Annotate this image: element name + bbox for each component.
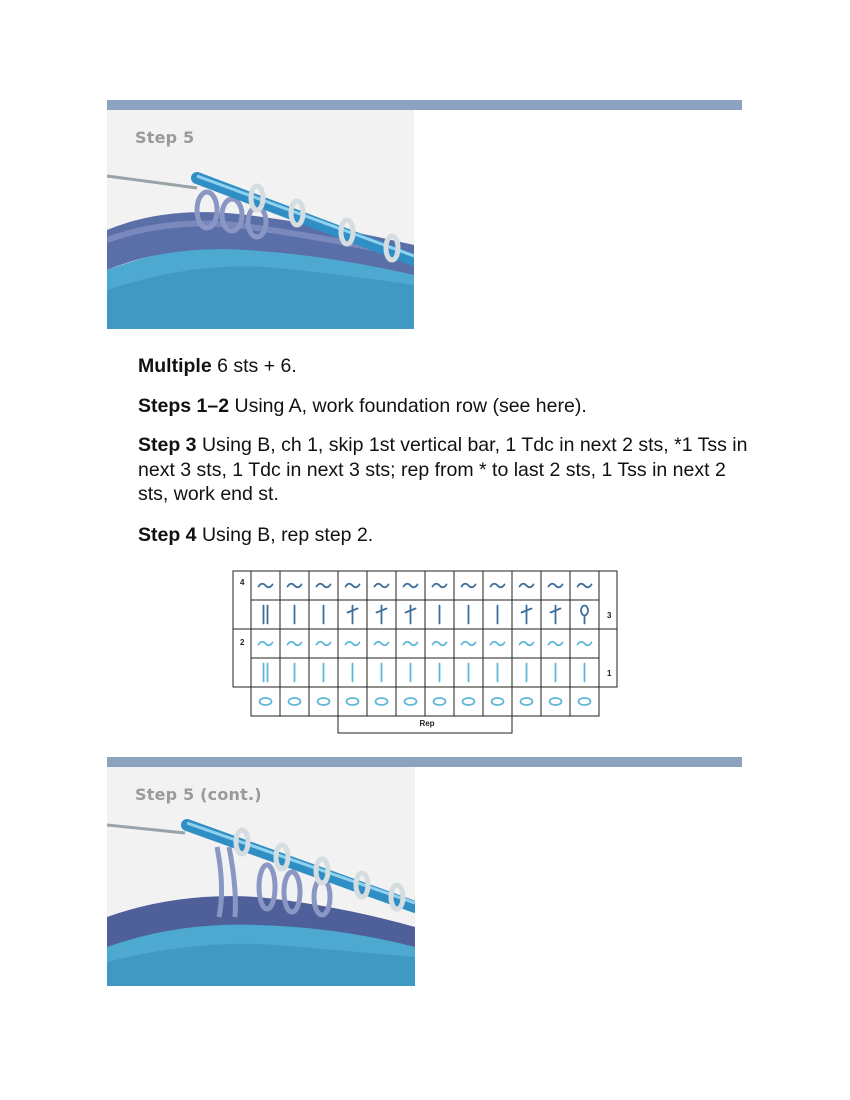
chart-cell [251, 600, 280, 629]
stitch-symbol-wave [288, 642, 302, 646]
chart-cell [309, 687, 338, 716]
chart-grid [233, 571, 617, 733]
section-divider-bar [107, 100, 742, 110]
stitch-symbol-wave [317, 584, 331, 588]
stitch-symbol-ch [347, 698, 359, 705]
stitch-symbol-ch [376, 698, 388, 705]
instruction-text: Using A, work foundation row (see here). [229, 395, 587, 417]
stitch-symbol-wave [549, 584, 563, 588]
stitch-symbol-tks [406, 606, 416, 624]
stitch-symbol-tdc [264, 606, 268, 624]
section-divider-bar [107, 757, 742, 767]
stitch-symbol-wave [462, 584, 476, 588]
stitch-symbol-ch [463, 698, 475, 705]
chart-cell [251, 658, 280, 687]
stitch-symbol-ch [434, 698, 446, 705]
instruction-step-4 [138, 523, 748, 548]
instruction-label: Step 4 [138, 524, 197, 546]
instruction-step-3 [138, 433, 748, 507]
photo-label: Step 5 (cont.) [135, 785, 262, 804]
row-label-4: 4 [240, 578, 245, 587]
stitch-symbol-wave [578, 642, 592, 646]
stitch-symbol-tks [348, 606, 358, 624]
instruction-label: Step 3 [138, 434, 197, 456]
stitch-symbol-wave [578, 584, 592, 588]
row-label-box [599, 629, 617, 687]
chart-cell [367, 687, 396, 716]
stitch-symbol-tdc [264, 664, 268, 682]
stitch-symbol-tks [551, 606, 561, 624]
chart-cell [454, 687, 483, 716]
stitch-symbol-ch [318, 698, 330, 705]
chart-cell [541, 687, 570, 716]
stitch-symbol-tks [522, 606, 532, 624]
stitch-symbol-wave [491, 584, 505, 588]
stitch-symbol-ch [579, 698, 591, 705]
row-label-1: 1 [607, 669, 612, 678]
stitch-symbol-wave [433, 584, 447, 588]
stitch-symbol-tks [377, 606, 387, 624]
stitch-symbol-wave [491, 642, 505, 646]
chart-cell [570, 687, 599, 716]
chart-cell [251, 687, 280, 716]
chart-cell [570, 600, 599, 629]
instruction-label: Multiple [138, 355, 212, 377]
stitch-symbol-wave [346, 642, 360, 646]
instruction-text: Using B, rep step 2. [196, 524, 374, 546]
row-label-3: 3 [607, 611, 612, 620]
chart-cell [280, 687, 309, 716]
step-5-cont-photo [107, 767, 415, 986]
stitch-symbol-wave [462, 642, 476, 646]
chart-cell [396, 687, 425, 716]
instruction-text: 6 sts + 6. [211, 355, 297, 377]
instruction-text: Using B, ch 1, skip 1st vertical bar, 1 Tdc in next 2 sts, *1 Tss in next 3 sts, 1 Tdc in next 3 sts; rep from * to last 2 sts, 1 Tss in next 2 sts, work end st. [138, 434, 748, 505]
row-label-box [599, 571, 617, 629]
stitch-symbol-wave [288, 584, 302, 588]
row-label-2: 2 [240, 638, 245, 647]
stitch-symbol-wave [404, 642, 418, 646]
stitch-symbol-wave [520, 584, 534, 588]
chart-cell [483, 687, 512, 716]
stitch-symbol-wave [375, 642, 389, 646]
stitch-symbol-wave [549, 642, 563, 646]
chart-cell [338, 687, 367, 716]
stitch-symbol-ch [260, 698, 272, 705]
stitch-symbol-tks-loop [581, 606, 588, 624]
stitch-symbol-ch [550, 698, 562, 705]
instruction-label: Steps 1–2 [138, 395, 230, 417]
stitch-symbol-wave [317, 642, 331, 646]
instruction-steps-1-2 [138, 394, 748, 419]
stitch-symbol-ch [521, 698, 533, 705]
stitch-symbol-wave [520, 642, 534, 646]
chart-cell [425, 687, 454, 716]
stitch-symbol-ch [405, 698, 417, 705]
stitch-symbol-wave [346, 584, 360, 588]
stitch-symbol-ch [289, 698, 301, 705]
instruction-multiple [138, 354, 748, 379]
stitch-symbol-ch [492, 698, 504, 705]
stitch-chart [232, 570, 622, 736]
photo-label: Step 5 [135, 128, 195, 147]
rep-label: Rep [419, 719, 435, 728]
stitch-symbol-wave [375, 584, 389, 588]
stitch-symbol-wave [404, 584, 418, 588]
stitch-symbol-wave [259, 642, 273, 646]
stitch-symbol-wave [433, 642, 447, 646]
step-5-photo [107, 110, 414, 329]
chart-cell [512, 687, 541, 716]
stitch-symbol-wave [259, 584, 273, 588]
